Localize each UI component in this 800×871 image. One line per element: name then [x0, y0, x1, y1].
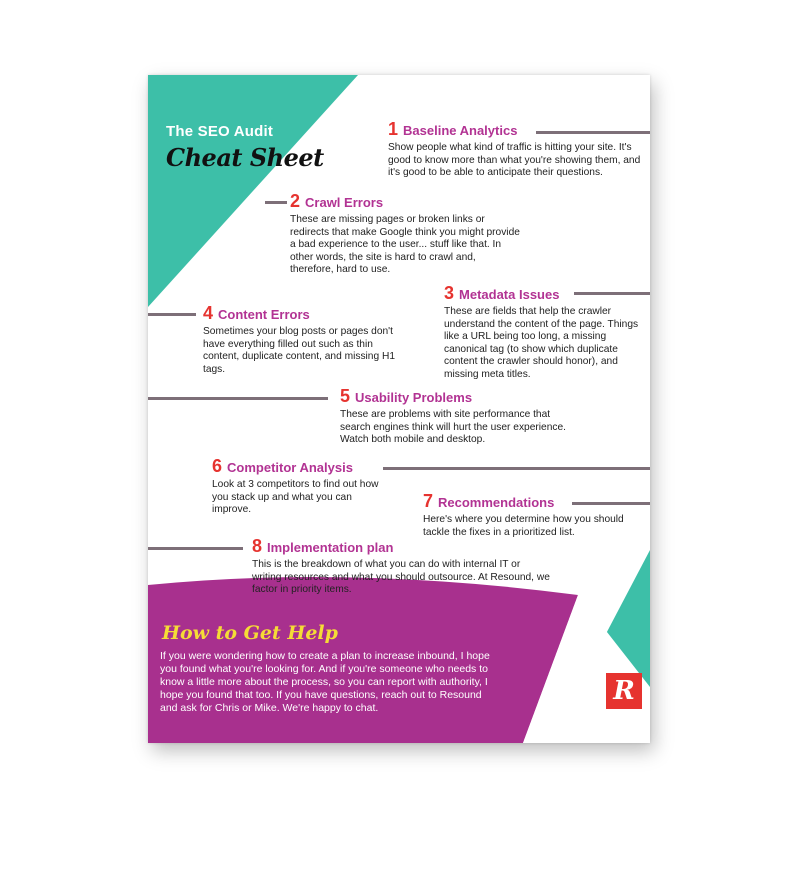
section-baseline-analytics — [388, 119, 650, 180]
section-heading — [423, 491, 638, 512]
connector-line-2 — [265, 201, 287, 204]
section-title: Usability Problems — [355, 390, 473, 405]
section-number: 2 — [290, 191, 301, 211]
section-competitor-analysis — [212, 456, 382, 517]
sheet-title: The SEO Audit — [166, 123, 274, 140]
section-body: These are missing pages or broken links or redirects that make Google think you might provide a bad experience to the user... stuff like that. In other words, the site is hard to crawl and, therefore, hard to use. — [290, 214, 520, 276]
section-number: 1 — [388, 119, 399, 139]
section-title: Baseline Analytics — [403, 123, 518, 138]
section-heading — [388, 119, 650, 140]
section-heading — [203, 303, 403, 324]
section-number: 5 — [340, 386, 351, 406]
section-body: Sometimes your blog posts or pages don't have everything filled out such as thin content, duplicate content, and missing H1 tags. — [203, 326, 395, 375]
section-number: 7 — [423, 491, 434, 511]
section-number: 4 — [203, 303, 214, 323]
section-body: This is the breakdown of what you can do with internal IT or writing resources and what you should outsource. At Resound, we factor in priority items. — [252, 559, 550, 596]
section-title: Recommendations — [438, 495, 555, 510]
section-title: Crawl Errors — [305, 195, 384, 210]
connector-line-6 — [383, 467, 650, 470]
section-number: 3 — [444, 283, 455, 303]
section-usability-problems — [340, 386, 580, 447]
connector-line-4 — [148, 313, 196, 316]
section-number: 8 — [252, 536, 263, 556]
section-crawl-errors — [290, 191, 520, 277]
help-title: How to Get Help — [162, 622, 338, 644]
section-implementation-plan — [252, 536, 552, 597]
help-body: If you were wondering how to create a plan to increase inbound, I hope you found what you're looking for. And if you're someone who needs to know a little more about the process, so you can report with authority, I hope you found that too. If you have questions, reach out to Resound and ask for Chris or Mike. We're happy to chat. — [160, 650, 490, 714]
section-heading — [290, 191, 520, 212]
connector-line-8 — [148, 547, 243, 550]
section-body: These are problems with site performance that search engines think will hurt the user experience. Watch both mobile and desktop. — [340, 409, 566, 446]
cheat-sheet-page — [148, 75, 650, 743]
section-body: Look at 3 competitors to find out how you stack up and what you can improve. — [212, 479, 379, 516]
section-body: These are fields that help the crawler understand the content of the page. Things like a URL being too long, a missing canonical tag (to show which duplicate content the crawler should honor), and missing meta titles. — [444, 306, 639, 380]
section-title: Implementation plan — [267, 540, 394, 555]
section-title: Competitor Analysis — [227, 460, 353, 475]
section-heading — [444, 283, 644, 304]
section-title: Metadata Issues — [459, 287, 560, 302]
section-content-errors — [203, 303, 403, 376]
section-heading — [340, 386, 580, 407]
section-metadata-issues — [444, 283, 644, 382]
section-body: Here's where you determine how you should tackle the fixes in a prioritized list. — [423, 514, 624, 538]
section-body: Show people what kind of traffic is hitting your site. It's good to know more than what you're showing them, and it's good to be able to anticipate their questions. — [388, 142, 641, 179]
section-heading — [252, 536, 552, 557]
sheet-subtitle: Cheat Sheet — [166, 143, 324, 172]
connector-line-5 — [148, 397, 328, 400]
section-title: Content Errors — [218, 307, 310, 322]
section-heading — [212, 456, 382, 477]
section-number: 6 — [212, 456, 223, 476]
section-recommendations — [423, 491, 638, 539]
resound-logo: R — [606, 673, 642, 709]
